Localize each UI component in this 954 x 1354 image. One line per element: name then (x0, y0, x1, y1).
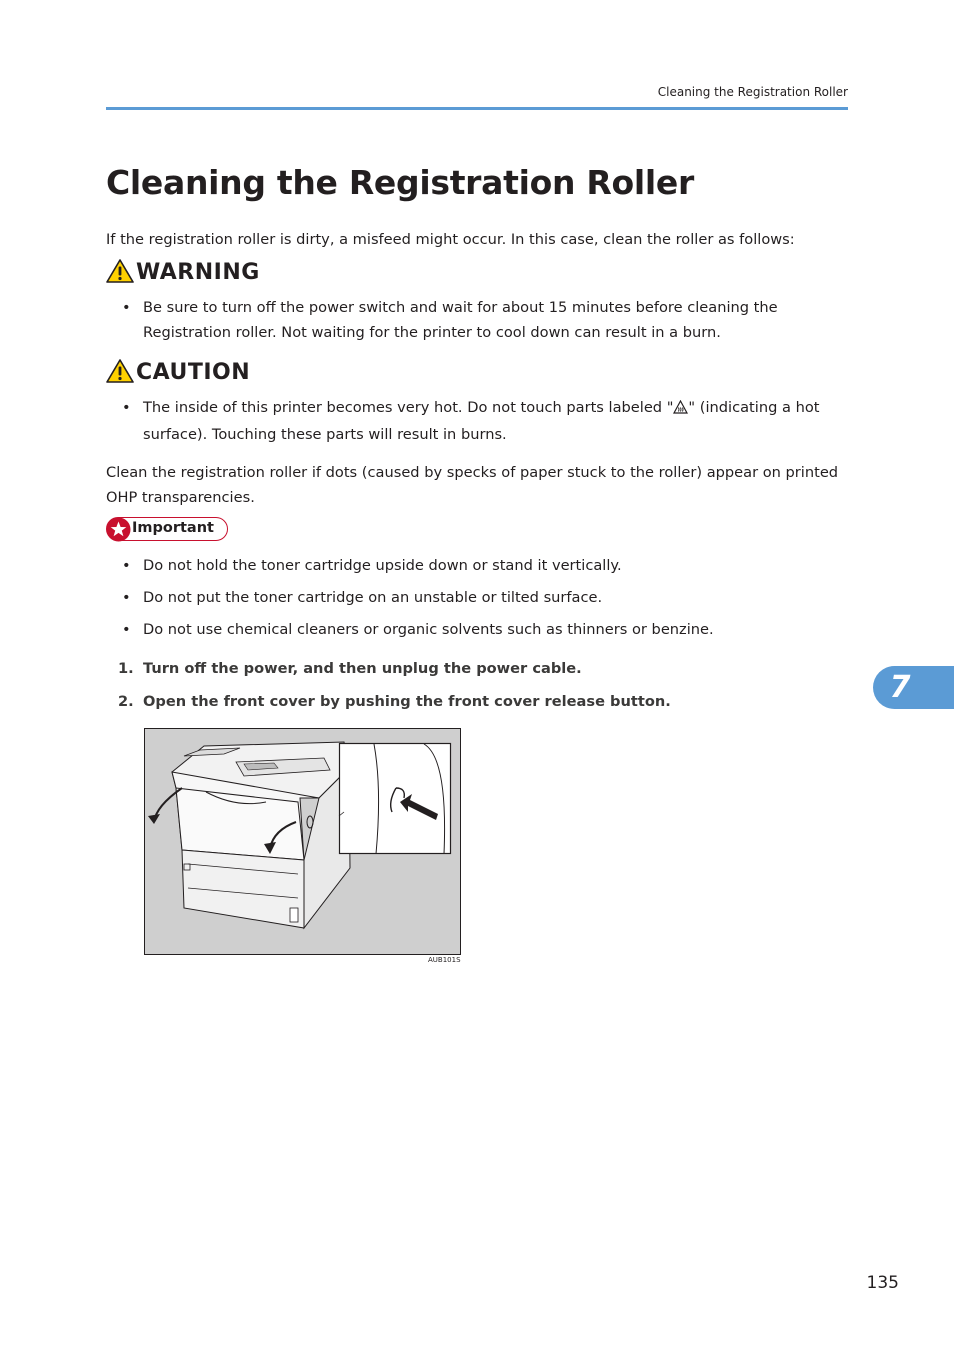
step-item (118, 659, 848, 679)
page-number: 135 (866, 1273, 899, 1293)
warning-list (122, 295, 848, 345)
hot-surface-icon (673, 397, 688, 422)
important-badge (106, 517, 228, 541)
clean-paragraph: Clean the registration roller if dots (caused by specks of paper stuck to the roller) appear on printed OHP transparencies. (106, 464, 839, 506)
important-label: Important (132, 520, 214, 536)
step-text: Open the front cover by pushing the front cover release button. (143, 693, 671, 710)
step-number: 2. (118, 693, 134, 710)
warning-triangle-icon (106, 358, 134, 388)
step-number: 1. (118, 660, 134, 677)
step-list (118, 659, 848, 725)
caution-item (122, 395, 848, 447)
step-text: Turn off the power, and then unplug the power cable. (143, 660, 582, 677)
warning-item: • Be sure to turn off the power switch and wait for about 15 minutes before cleaning the Registration roller. Not waiting for the printer to cool down can result in a burn. (122, 295, 848, 345)
header-rule (106, 107, 848, 110)
caution-text-after: " (indicating a hot surface). Touching these parts will result in burns. (143, 399, 820, 443)
important-item: • Do not put the toner cartridge on an unstable or tilted surface. (122, 585, 848, 610)
figure-caption: AUB101S (428, 956, 461, 964)
chapter-number: 7 (889, 670, 911, 705)
caution-list (122, 395, 848, 447)
caution-text-before: The inside of this printer becomes very hot. Do not touch parts labeled " (143, 399, 674, 416)
chapter-tab (873, 666, 954, 709)
star-icon (106, 517, 131, 546)
warning-word: WARNING (136, 260, 260, 285)
page-title: Cleaning the Registration Roller (106, 163, 694, 202)
intro-paragraph: If the registration roller is dirty, a misfeed might occur. In this case, clean the roller as follows: (106, 231, 795, 248)
printer-illustration (144, 728, 461, 955)
caution-word: CAUTION (136, 360, 251, 385)
important-item: • Do not use chemical cleaners or organic solvents such as thinners or benzine. (122, 617, 848, 642)
important-list (122, 553, 848, 649)
warning-triangle-icon (106, 258, 134, 288)
warning-label (106, 258, 260, 288)
important-item: • Do not hold the toner cartridge upside down or stand it vertically. (122, 553, 848, 578)
step-item (118, 692, 848, 712)
running-header: Cleaning the Registration Roller (657, 85, 848, 99)
caution-label (106, 358, 250, 388)
